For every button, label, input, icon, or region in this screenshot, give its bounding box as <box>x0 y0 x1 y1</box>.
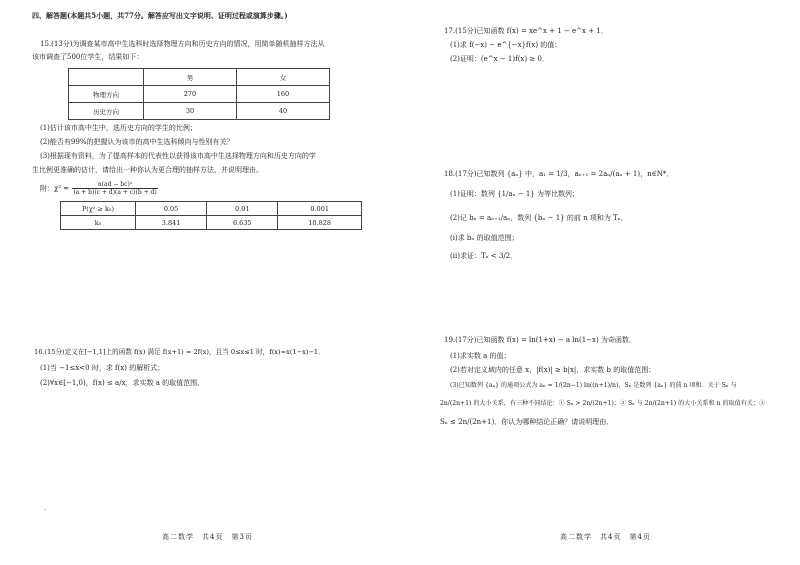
table-cell: 270 <box>144 86 237 103</box>
q18-sub2-ii: (ii)求证：Tₙ < 3/2． <box>450 252 518 260</box>
table-row <box>69 86 330 103</box>
q19-sub3-line2: 2n/(2n+1) 的大小关系，有三种不同结论：① Sₙ > 2n/(2n+1)；② Sₙ 与 2n/(2n+1) 的大小关系和 n 的取值有关；③ <box>440 400 766 407</box>
page-footer-right: 高二数学 共4页 第4页 <box>560 533 651 541</box>
q16-sub2: (2)∀x∈[−1,0)，f(x) ≤ a/x，求实数 a 的取值范围． <box>40 379 205 387</box>
table-cell: 6.635 <box>207 216 278 230</box>
table-row <box>69 69 330 86</box>
q15-critical-value-table <box>60 201 362 230</box>
table-cell: 女 <box>237 69 330 86</box>
formula-numerator: n(ad − bc)² <box>72 181 157 189</box>
q15-survey-table <box>68 68 330 120</box>
q18-stem: 18.(17分)已知数列 {aₙ} 中，a₁ = 1/3，aₙ₊₁ = 2aₙ/(aₙ + 1)，n∈N*． <box>444 170 674 178</box>
scan-speck: · <box>44 506 47 514</box>
table-cell: 10.828 <box>278 216 362 230</box>
section-title: 四、解答题(本题共5小题，共77分。解答应写出文字说明、证明过程或演算步骤。) <box>32 11 288 20</box>
q15-stem-line2: 该市调查了500位学生，结果如下： <box>32 53 144 61</box>
q15-sub2: (2)能否有99%的把握认为该市的高中生选科倾向与性别有关？ <box>40 138 234 146</box>
table-cell: 历史方向 <box>69 103 144 120</box>
q19-sub1: (1)求实数 a 的值； <box>450 352 511 360</box>
formula-fraction <box>72 181 157 196</box>
q19-stem: 19.(17分)已知函数 f(x) = ln(1+x) − a ln(1−x) 为奇函数． <box>444 336 636 344</box>
formula-denominator: (a + b)(c + d)(a + c)(b + d) <box>73 189 157 196</box>
q17-sub1: (1)求 f(−x) − e^{−x}f(x) 的值； <box>450 41 562 49</box>
table-cell: k₀ <box>61 216 136 230</box>
q16-stem: 16.(15分)定义在[−1,1]上的函数 f(x) 满足 f(x+1) = 2f(x)，且当 0≤x≤1 时，f(x)=x(1−x)−1． <box>34 348 325 356</box>
table-cell: 0.001 <box>278 202 362 216</box>
page-4 <box>400 0 800 565</box>
formula-prefix: 附：χ² = <box>40 184 70 193</box>
table-cell: 0.01 <box>207 202 278 216</box>
q15-stem-line1: 15.(13分)为调查某市高中生选科时选择物理方向和历史方向的情况，用简单随机抽样方法从 <box>40 40 325 48</box>
q15-chi-square-formula <box>40 181 159 196</box>
q19-sub2: (2)若对定义域内的任意 x，|f(x)| ≥ b|x|，求实数 b 的取值范围； <box>450 366 656 374</box>
q17-stem: 17.(15分)已知函数 f(x) = xe^x + 1 − e^x + 1． <box>444 27 608 35</box>
q17-sub2: (2)证明：(e^x − 1)f(x) ≥ 0． <box>450 55 549 63</box>
q18-sub1: (1)证明：数列 {1/aₙ − 1} 为等比数列； <box>450 190 580 198</box>
q16-sub1: (1)当 −1≤x<0 时，求 f(x) 的解析式； <box>40 364 165 372</box>
table-cell: 160 <box>237 86 330 103</box>
table-cell: 40 <box>237 103 330 120</box>
table-cell: 男 <box>144 69 237 86</box>
q15-sub3-line1: (3)根据现有资料，为了提高样本的代表性以获得该市高中生选择物理方向和历史方向的学 <box>40 152 316 160</box>
q18-sub2: (2)记 bₙ = aₙ₊₁/aₙ，数列 {bₙ − 1} 的前 n 项和为 Tₙ． <box>450 214 628 222</box>
q15-sub1: (1)估计该市高中生中，选历史方向的学生的比例； <box>40 124 197 132</box>
table-cell: P(χ² ≥ k₀) <box>61 202 136 216</box>
page-footer-left: 高二数学 共4页 第3页 <box>162 533 253 541</box>
q19-sub3-line1: (3)已知数列 {aₙ} 的通项公式为 aₙ = 1/(2n−1) ln((n+1)/n)，Sₙ 是数列 {aₙ} 的前 n 项和．关于 Sₙ 与 <box>450 382 737 389</box>
table-row <box>61 216 362 230</box>
table-row <box>69 103 330 120</box>
table-cell: 物理方向 <box>69 86 144 103</box>
table-cell <box>69 69 144 86</box>
table-cell: 0.05 <box>136 202 207 216</box>
q15-sub3-line2: 生比例更准确的估计，请给出一种你认为更合理的抽样方法，并说明理由。 <box>32 166 263 174</box>
table-cell: 3.841 <box>136 216 207 230</box>
q19-sub3-line3: Sₙ ≤ 2n/(2n+1)．你认为哪种结论正确？请说明理由． <box>440 418 614 426</box>
q18-sub2-i: (i)求 bₙ 的取值范围； <box>450 234 519 242</box>
table-cell: 30 <box>144 103 237 120</box>
table-row <box>61 202 362 216</box>
